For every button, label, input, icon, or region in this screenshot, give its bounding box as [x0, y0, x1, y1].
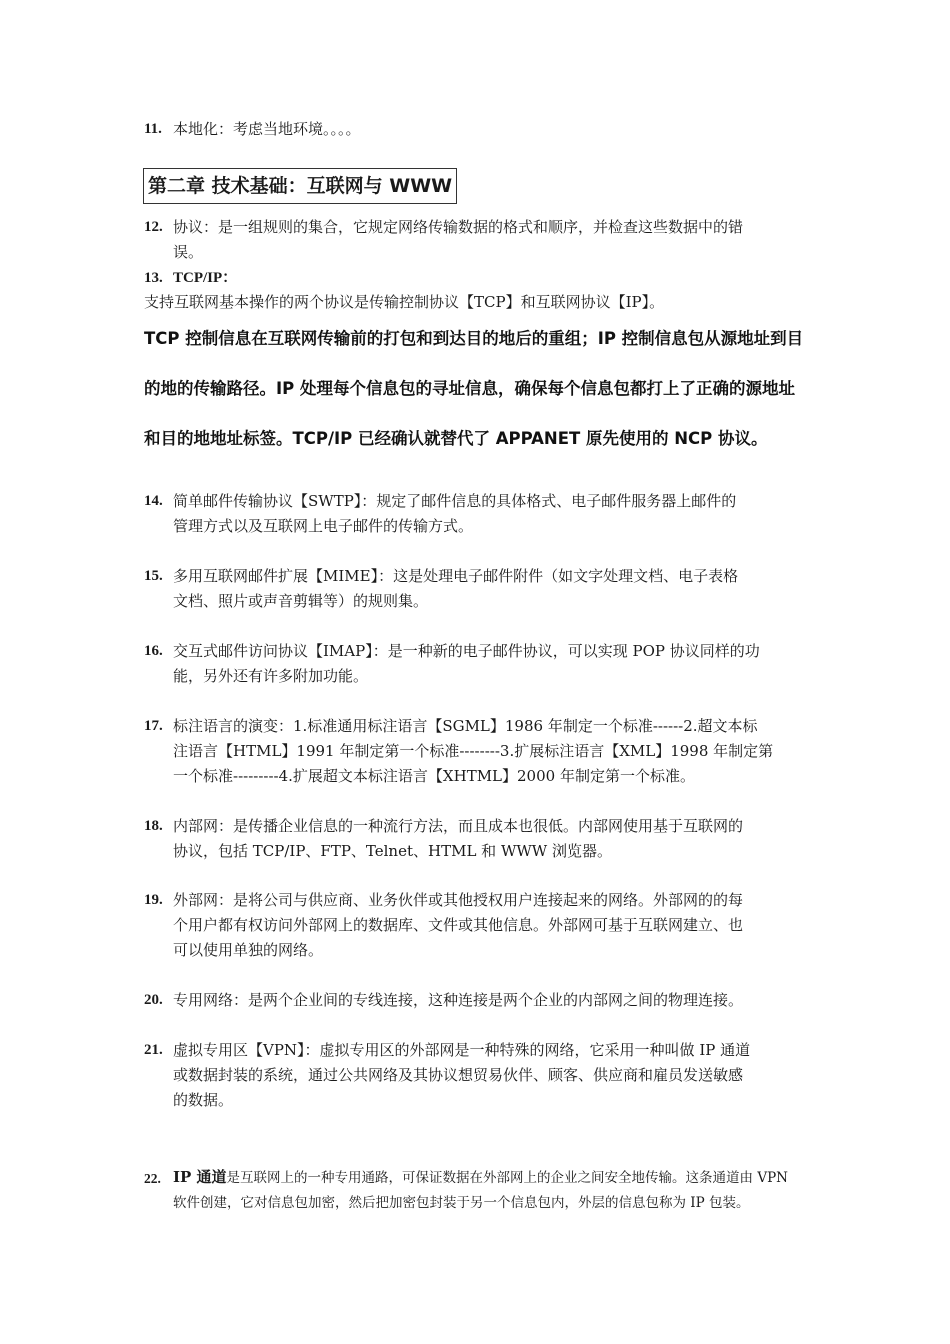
item-text-line: 协议，包括 TCP/IP、FTP、Telnet、HTML 和 WWW 浏览器。 — [173, 842, 612, 860]
list-item-20 — [144, 988, 809, 1013]
item-13-bold-line: 和目的地地址标签。TCP/IP 已经确认就替代了 APPANET 原先使用的 NCP 协议。 — [144, 429, 768, 448]
item-text-line: 或数据封装的系统，通过公共网络及其协议想贸易伙伴、顾客、供应商和雇员发送敏感 — [173, 1066, 744, 1084]
item-term: IP 通道 — [173, 1168, 227, 1186]
item-text-line: 软件创建，它对信息包加密，然后把加密包封装于另一个信息包内，外层的信息包称为 IP 包装。 — [173, 1195, 750, 1211]
item-text-line: 内部网：是传播企业信息的一种流行方法，而且成本也很低。内部网使用基于互联网的 — [173, 817, 744, 835]
item-text-line: 可以使用单独的网络。 — [173, 941, 324, 959]
item-number: 19. — [144, 892, 163, 908]
item-number: 13. — [144, 270, 163, 286]
item-text: 是互联网上的一种专用通路，可保证数据在外部网上的企业之间安全地传输。这条通道由 VPN — [226, 1170, 788, 1186]
item-text-line: 协议：是一组规则的集合，它规定网络传输数据的格式和顺序，并检查这些数据中的错 — [173, 218, 744, 236]
item-text-line: 标注语言的演变：1.标准通用标注语言【SGML】1986 年制定一个标准------2.超文本标 — [173, 717, 758, 735]
item-number: 21. — [144, 1042, 163, 1058]
list-item-15 — [144, 564, 809, 614]
item-number: 22. — [144, 1171, 161, 1186]
list-item-22 — [144, 1165, 809, 1216]
item-text-line: 简单邮件传输协议【SWTP】：规定了邮件信息的具体格式、电子邮件服务器上邮件的 — [173, 492, 737, 510]
list-item-21 — [144, 1038, 809, 1113]
list-item-18 — [144, 814, 809, 864]
item-text-line: 的数据。 — [173, 1091, 234, 1109]
item-number: 17. — [144, 718, 163, 734]
chapter-heading: 第二章 技术基础：互联网与 WWW — [143, 168, 457, 204]
item-text-line — [173, 1165, 809, 1191]
list-item-19 — [144, 888, 809, 963]
list-item-14 — [144, 489, 809, 539]
item-text-line: 文档、照片或声音剪辑等）的规则集。 — [173, 592, 429, 610]
item-text-line: 管理方式以及互联网上电子邮件的传输方式。 — [173, 517, 474, 535]
item-number: 20. — [144, 992, 163, 1008]
item-text-line: 专用网络：是两个企业间的专线连接，这种连接是两个企业的内部网之间的物理连接。 — [173, 991, 744, 1009]
item-number: 11. — [144, 121, 162, 137]
item-text-line: 多用互联网邮件扩展【MIME】：这是处理电子邮件附件（如文字处理文档、电子表格 — [173, 567, 739, 585]
item-text-line: 误。 — [173, 243, 204, 261]
item-number: 15. — [144, 568, 163, 584]
item-13-bold-line: TCP 控制信息在互联网传输前的打包和到达目的地后的重组；IP 控制信息包从源地址到目 — [144, 329, 804, 348]
item-text: 本地化：考虑当地环境。。。。 — [173, 120, 361, 138]
item-number: 14. — [144, 493, 163, 509]
item-13-description: 支持互联网基本操作的两个协议是传输控制协议【TCP】和互联网协议【IP】。 — [144, 293, 665, 311]
list-item-11 — [144, 117, 809, 142]
item-text-line: 虚拟专用区【VPN】：虚拟专用区的外部网是一种特殊的网络，它采用一种叫做 IP 通道 — [173, 1041, 751, 1059]
item-title: TCP/IP： — [173, 270, 238, 286]
item-text-line: 注语言【HTML】1991 年制定第一个标准--------3.扩展标注语言【XML】1998 年制定第 — [173, 742, 774, 760]
item-number: 16. — [144, 643, 163, 659]
list-item-12 — [144, 215, 809, 265]
item-number: 18. — [144, 818, 163, 834]
item-text-line: 交互式邮件访问协议【IMAP】：是一种新的电子邮件协议，可以实现 POP 协议同样的功 — [173, 642, 760, 660]
item-text-line: 个用户都有权访问外部网上的数据库、文件或其他信息。外部网可基于互联网建立、也 — [173, 916, 744, 934]
item-13-bold-line: 的地的传输路径。IP 处理每个信息包的寻址信息，确保每个信息包都打上了正确的源地址 — [144, 379, 795, 398]
list-item-13 — [144, 266, 809, 291]
item-number: 12. — [144, 219, 163, 235]
item-text-line: 能，另外还有许多附加功能。 — [173, 667, 369, 685]
item-text-line: 外部网：是将公司与供应商、业务伙伴或其他授权用户连接起来的网络。外部网的的每 — [173, 891, 744, 909]
list-item-17 — [144, 714, 809, 789]
item-text-line: 一个标准---------4.扩展超文本标注语言【XHTML】2000 年制定第一个标准。 — [173, 767, 695, 785]
list-item-16 — [144, 639, 809, 689]
